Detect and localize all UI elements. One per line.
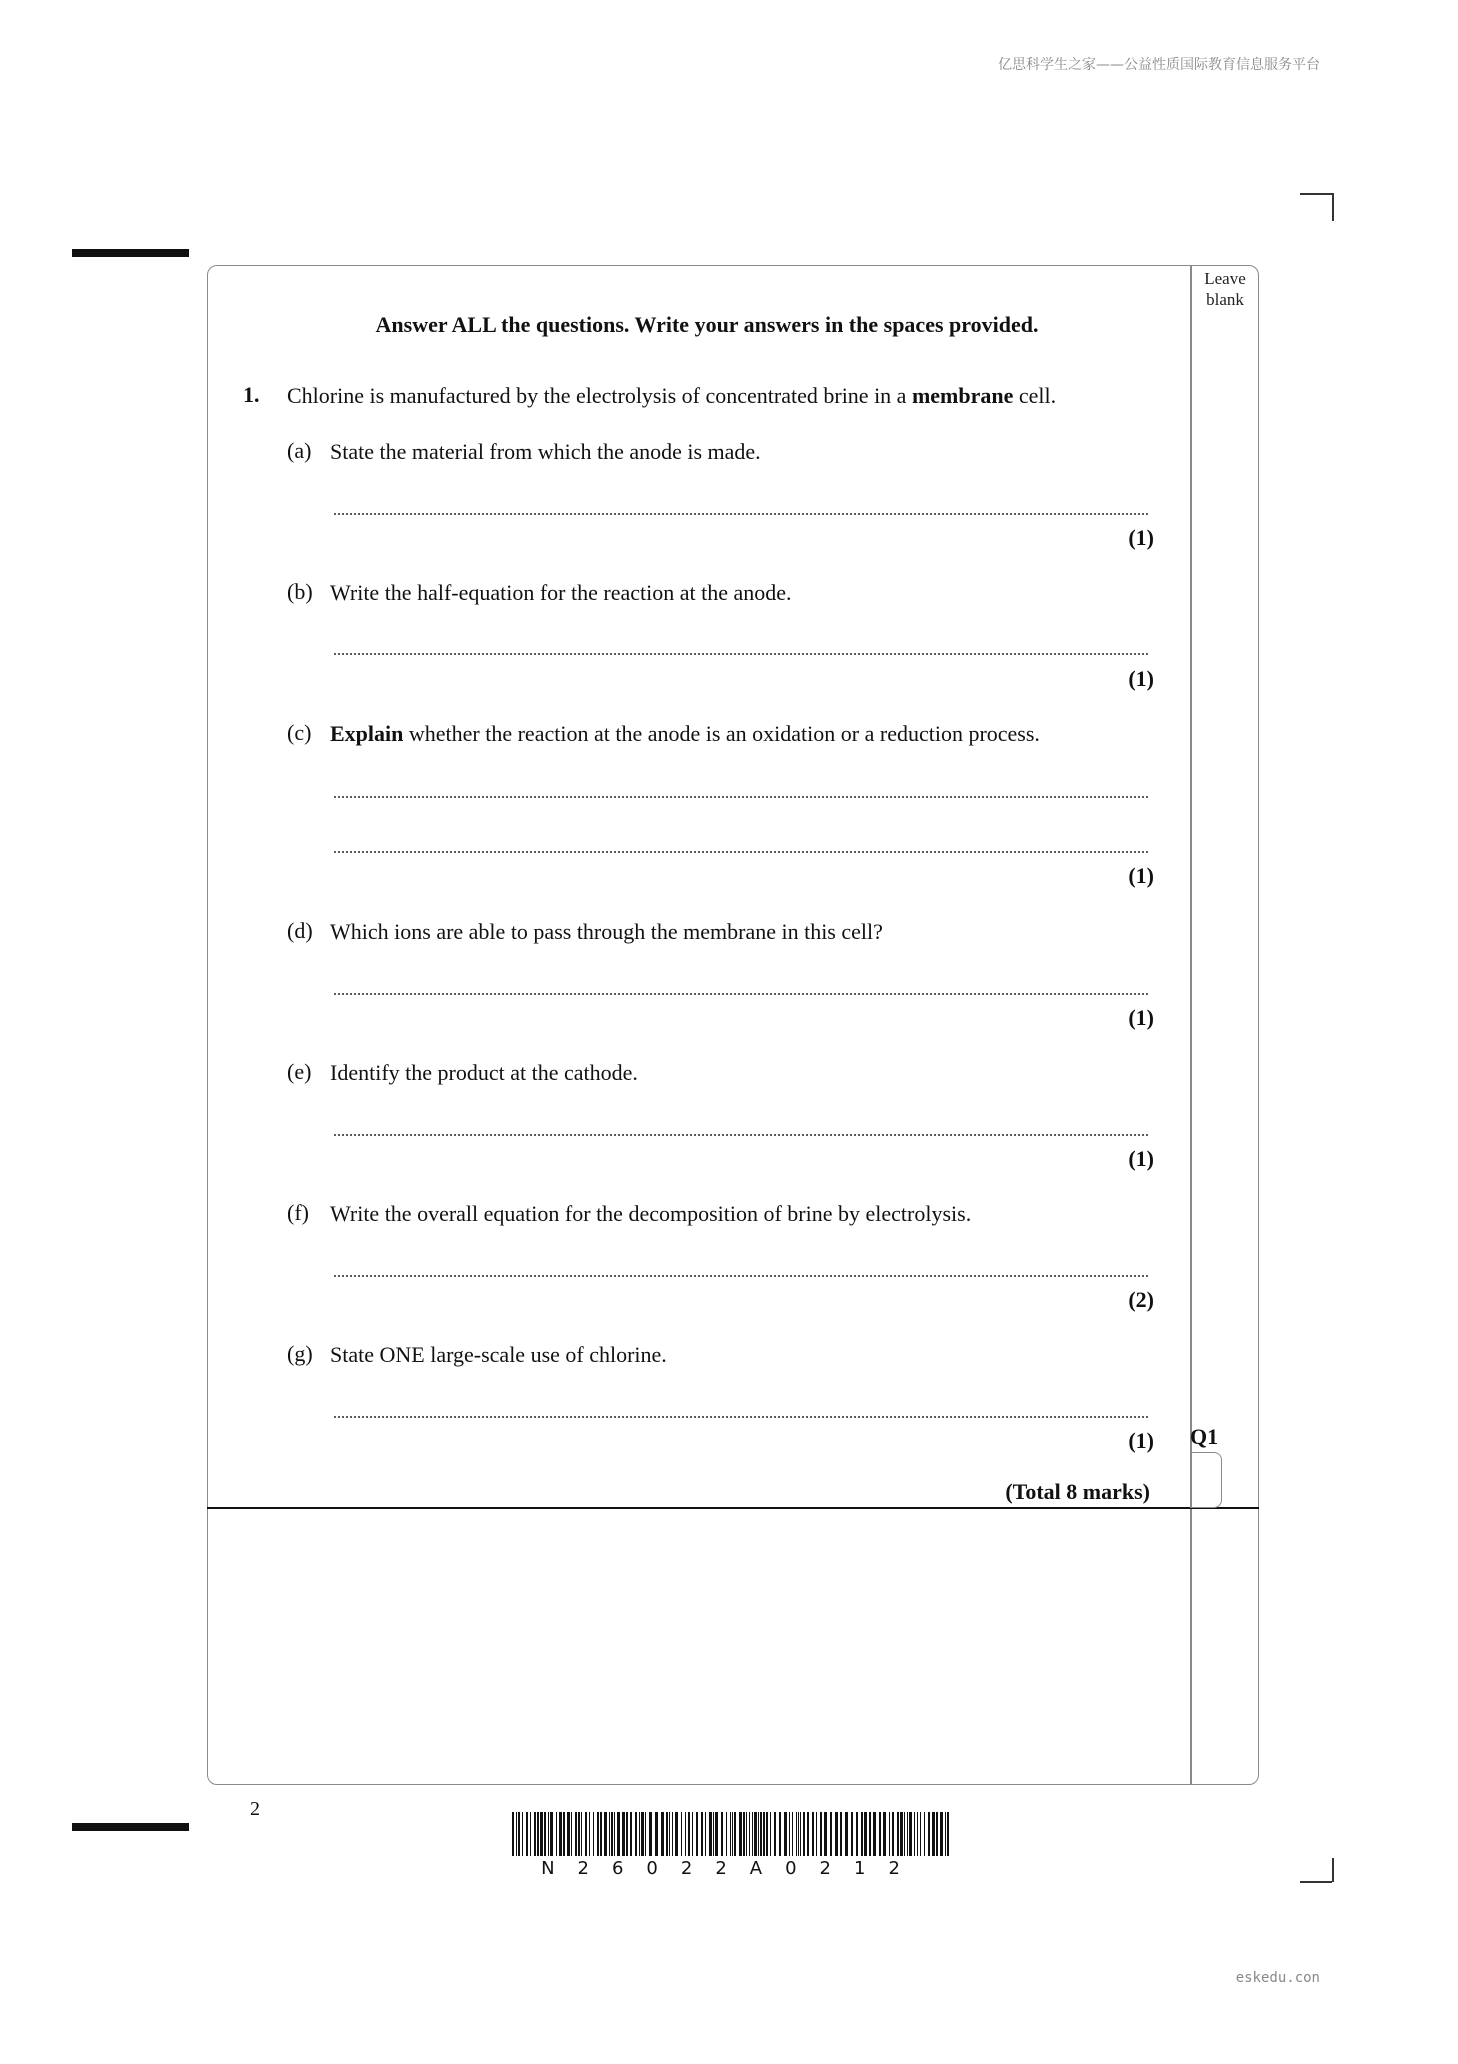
examiner-mark-box[interactable]	[1190, 1452, 1222, 1508]
barcode-bar	[743, 1812, 745, 1856]
barcode-bar	[907, 1812, 908, 1856]
barcode-bar	[816, 1812, 817, 1856]
instruction-heading: Answer ALL the questions. Write your answers in the spaces provided.	[375, 312, 1039, 337]
question-box-label: Q1	[1190, 1424, 1219, 1449]
barcode-bar	[641, 1812, 644, 1856]
barcode-bar	[796, 1812, 797, 1856]
barcode-bar	[701, 1812, 703, 1856]
barcode-bar	[798, 1812, 799, 1856]
margin-bar-bottom	[72, 1823, 189, 1831]
barcode-bar	[900, 1812, 903, 1856]
barcode-bar	[924, 1812, 925, 1856]
answer-line-d[interactable]	[333, 992, 1148, 996]
barcode-bar	[869, 1812, 871, 1856]
barcode-bar	[920, 1812, 921, 1856]
part-d-marks: (1)	[1128, 1005, 1154, 1030]
footer-watermark: eskedu.con	[1235, 1970, 1320, 1986]
barcode-bar	[851, 1812, 853, 1856]
barcode-bar	[645, 1812, 646, 1856]
part-c-bold: Explain	[330, 721, 404, 746]
part-d-text	[330, 918, 883, 946]
barcode-bar	[749, 1812, 750, 1856]
barcode-bar	[770, 1812, 771, 1856]
barcode-bar	[897, 1812, 899, 1856]
barcode-bar	[835, 1812, 838, 1856]
stem-text-start: Chlorine is manufactured by the electrolysis of concentrated brine in a	[287, 383, 912, 408]
part-g-marks: (1)	[1128, 1428, 1154, 1453]
part-e-marks: (1)	[1128, 1146, 1154, 1171]
barcode-bar	[622, 1812, 625, 1856]
part-d-label: (d)	[287, 918, 313, 943]
barcode-bar	[705, 1812, 706, 1856]
barcode-bar	[692, 1812, 693, 1856]
barcode-bar	[537, 1812, 539, 1856]
answer-line-e[interactable]	[333, 1133, 1148, 1137]
barcode-bar	[617, 1812, 620, 1856]
barcode-bar	[672, 1812, 673, 1856]
barcode-bar	[597, 1812, 599, 1856]
answer-line-c-2[interactable]	[333, 850, 1148, 854]
barcode-bar	[879, 1812, 881, 1856]
barcode-bar	[669, 1812, 670, 1856]
barcode-bar	[681, 1812, 682, 1856]
barcode-bar	[516, 1812, 517, 1856]
barcode-bar	[904, 1812, 905, 1856]
part-c-label: (c)	[287, 720, 312, 745]
barcode	[512, 1812, 952, 1856]
part-a-label: (a)	[287, 438, 312, 463]
part-c-prompt: whether the reaction at the anode is an oxidation or a reduction process.	[403, 721, 1040, 746]
barcode-bar	[639, 1812, 640, 1856]
barcode-bar	[685, 1812, 686, 1856]
leave-blank-column-divider	[1190, 266, 1192, 1784]
part-b-marks: (1)	[1128, 666, 1154, 691]
header-watermark: 亿思科学生之家——公益性质国际教育信息服务平台	[998, 57, 1320, 73]
part-g-label: (g)	[287, 1341, 313, 1366]
stem-text-end: cell.	[1013, 383, 1057, 408]
barcode-bar	[635, 1812, 637, 1856]
barcode-bar	[726, 1812, 727, 1856]
barcode-bar	[760, 1812, 762, 1856]
crop-mark-top-right-v	[1332, 193, 1334, 221]
barcode-bar	[675, 1812, 678, 1856]
answer-line-c-1[interactable]	[333, 795, 1148, 799]
barcode-number: N26022A0212	[541, 1858, 923, 1879]
barcode-bar	[812, 1812, 814, 1856]
barcode-bar	[544, 1812, 546, 1856]
barcode-bar	[696, 1812, 698, 1856]
barcode-bar	[611, 1812, 613, 1856]
barcode-bar	[784, 1812, 787, 1856]
barcode-bar	[609, 1812, 610, 1856]
barcode-bar	[830, 1812, 832, 1856]
barcode-bar	[713, 1812, 714, 1856]
barcode-bar	[559, 1812, 562, 1856]
barcode-bar	[792, 1812, 793, 1856]
part-b-text	[330, 579, 792, 607]
part-f-marks: (2)	[1128, 1287, 1154, 1312]
part-d-prompt: Which ions are able to pass through the membrane in this cell?	[330, 919, 883, 944]
barcode-bar	[567, 1812, 570, 1856]
total-marks: (Total 8 marks)	[1005, 1479, 1150, 1504]
barcode-bar	[856, 1812, 858, 1856]
part-a-text	[330, 438, 761, 466]
part-c-text	[330, 720, 1040, 748]
barcode-bar	[779, 1812, 781, 1856]
part-f-prompt: Write the overall equation for the decomposition of brine by electrolysis.	[330, 1201, 972, 1226]
part-e-text	[330, 1059, 638, 1087]
barcode-bar	[556, 1812, 557, 1856]
barcode-bar	[550, 1812, 553, 1856]
barcode-bar	[766, 1812, 768, 1856]
barcode-bar	[593, 1812, 594, 1856]
barcode-bar	[661, 1812, 664, 1856]
barcode-bar	[917, 1812, 918, 1856]
barcode-bar	[758, 1812, 759, 1856]
part-f-label: (f)	[287, 1200, 309, 1225]
barcode-bar	[604, 1812, 607, 1856]
answer-line-f[interactable]	[333, 1274, 1148, 1278]
barcode-bar	[928, 1812, 930, 1856]
part-g-prompt: State ONE large-scale use of chlorine.	[330, 1342, 667, 1367]
barcode-bar	[578, 1812, 580, 1856]
barcode-bar	[526, 1812, 528, 1856]
leave-blank-label: Leave blank	[1204, 269, 1246, 309]
barcode-bar	[534, 1812, 536, 1856]
question-number: 1.	[243, 382, 260, 407]
barcode-bar	[840, 1812, 842, 1856]
barcode-bar	[530, 1812, 531, 1856]
part-e-prompt: Identify the product at the cathode.	[330, 1060, 638, 1085]
barcode-bar	[522, 1812, 523, 1856]
barcode-bar	[730, 1812, 731, 1856]
barcode-bar	[575, 1812, 577, 1856]
answer-line-g[interactable]	[333, 1415, 1148, 1419]
barcode-bar	[512, 1812, 514, 1856]
question-stem	[287, 382, 1056, 410]
answer-line-a[interactable]	[333, 512, 1148, 516]
part-a-marks: (1)	[1128, 525, 1154, 550]
barcode-bar	[626, 1812, 628, 1856]
barcode-bar	[614, 1812, 615, 1856]
part-a-prompt: State the material from which the anode is made.	[330, 439, 761, 464]
barcode-bar	[734, 1812, 736, 1856]
crop-mark-top-right-h	[1300, 193, 1332, 195]
part-c-marks: (1)	[1128, 863, 1154, 888]
barcode-bar	[820, 1812, 822, 1856]
barcode-bar	[883, 1812, 886, 1856]
barcode-bar	[732, 1812, 733, 1856]
answer-line-b[interactable]	[333, 652, 1148, 656]
barcode-bar	[932, 1812, 935, 1856]
barcode-bar	[548, 1812, 549, 1856]
page-number: 2	[250, 1798, 260, 1820]
barcode-bar	[789, 1812, 790, 1856]
barcode-bar	[909, 1812, 912, 1856]
margin-bar-top	[72, 249, 189, 257]
barcode-bar	[581, 1812, 582, 1856]
barcode-bar	[518, 1812, 520, 1856]
barcode-bar	[589, 1812, 590, 1856]
crop-mark-bottom-right-h	[1300, 1881, 1332, 1883]
stem-bold-word: membrane	[911, 383, 1014, 408]
barcode-bar	[889, 1812, 890, 1856]
barcode-bar	[540, 1812, 543, 1856]
barcode-bar	[774, 1812, 776, 1856]
barcode-bar	[709, 1812, 712, 1856]
barcode-bar	[945, 1812, 946, 1856]
barcode-bar	[947, 1812, 949, 1856]
barcode-bar	[630, 1812, 632, 1856]
barcode-bar	[861, 1812, 863, 1856]
barcode-bar	[800, 1812, 801, 1856]
barcode-bar	[649, 1812, 652, 1856]
barcode-bar	[571, 1812, 572, 1856]
barcode-bar	[739, 1812, 742, 1856]
barcode-bar	[914, 1812, 915, 1856]
part-f-text	[330, 1200, 971, 1228]
part-g-text	[330, 1341, 667, 1369]
crop-mark-bottom-right-v	[1332, 1858, 1334, 1882]
barcode-bar	[824, 1812, 827, 1856]
part-b-label: (b)	[287, 579, 313, 604]
barcode-bar	[563, 1812, 565, 1856]
barcode-bar	[940, 1812, 943, 1856]
barcode-bar	[688, 1812, 690, 1856]
question-end-rule	[207, 1507, 1259, 1509]
barcode-bar	[666, 1812, 668, 1856]
part-e-label: (e)	[287, 1059, 312, 1084]
barcode-bar	[746, 1812, 747, 1856]
barcode-bar	[873, 1812, 876, 1856]
barcode-bar	[845, 1812, 848, 1856]
barcode-bar	[763, 1812, 765, 1856]
barcode-bar	[655, 1812, 658, 1856]
part-b-prompt: Write the half-equation for the reaction at the anode.	[330, 580, 792, 605]
barcode-bar	[721, 1812, 723, 1856]
barcode-bar	[752, 1812, 753, 1856]
barcode-bar	[754, 1812, 757, 1856]
barcode-bar	[803, 1812, 805, 1856]
barcode-bar	[936, 1812, 938, 1856]
barcode-bar	[807, 1812, 809, 1856]
barcode-bar	[715, 1812, 718, 1856]
barcode-bar	[864, 1812, 867, 1856]
barcode-bar	[585, 1812, 587, 1856]
barcode-bar	[600, 1812, 602, 1856]
barcode-bar	[892, 1812, 894, 1856]
